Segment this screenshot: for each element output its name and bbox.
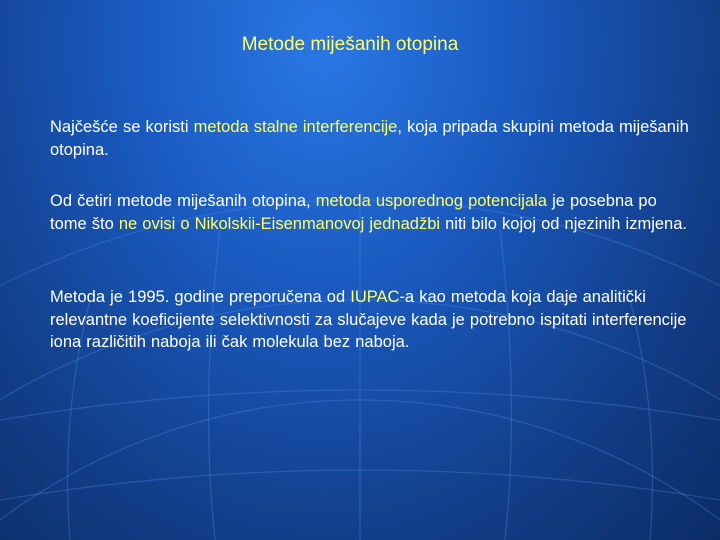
p2-highlight-1: metoda usporednog potencijala [315,192,547,210]
p3-text-c: -a kao metoda koja daje analitički relevantne koeficijente selektivnosti za slučajeve kada je potrebno ispitati interferencije iona različitih naboja ili čak molekula bez naboja. [50,288,687,351]
p2-text-a: Od četiri metode miješanih otopina, [50,192,316,210]
paragraph-3 [50,286,690,354]
p2-text-e: niti bilo kojoj od njezinih izmjena. [440,214,687,233]
p2-highlight-2: ne ovisi o Nikolskii-Eisenmanovoj jednadžbi [118,214,441,233]
p3-highlight: IUPAC [350,288,400,306]
p1-highlight: metoda stalne interferencije [193,118,398,136]
p2-text-c: je posebna po tome što [50,192,657,233]
slide-title: Metode miješanih otopina [241,34,459,55]
p1-text-c: , koja pripada skupini metoda miješanih otopina. [50,118,689,159]
p1-text-a: Najčešće se koristi [50,118,194,136]
p3-text-a: Metoda je 1995. godine preporučena od [50,288,351,306]
paragraph-2 [50,190,690,235]
paragraph-1 [50,116,690,161]
